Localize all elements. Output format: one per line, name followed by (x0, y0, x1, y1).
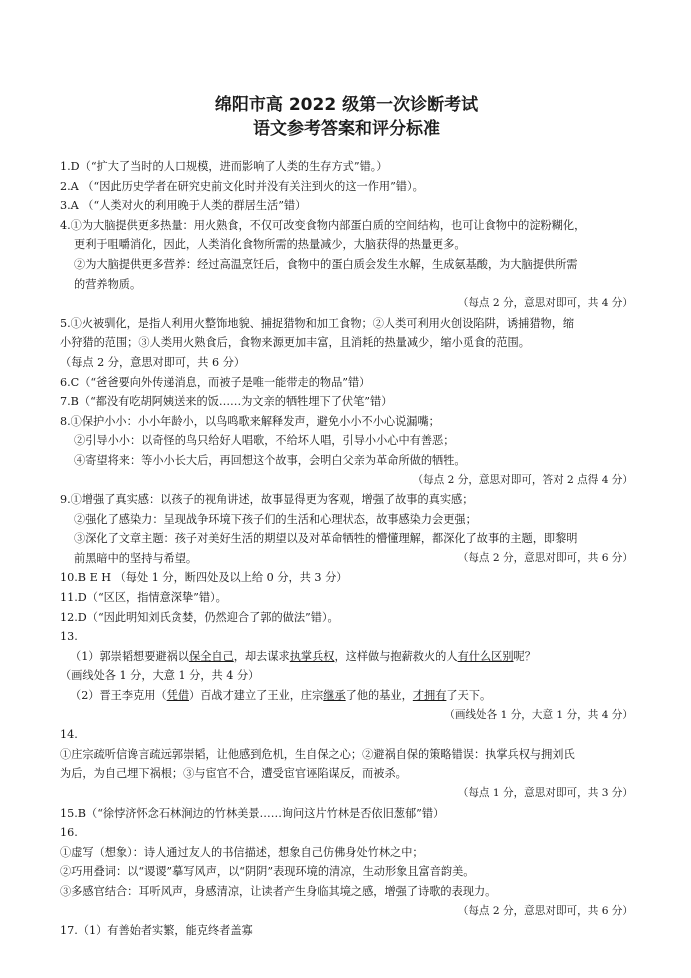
answer-8-line-3: ④寄望将来：等小小长大后，再回想这个故事，会明白父亲为革命所做的牺牲。 (74, 453, 466, 467)
exam-title: 绵阳市高 2022 级第一次诊断考试 (214, 95, 479, 115)
answer-14-number: 14. (60, 728, 78, 742)
answer-4-line-4: 的营养物质。 (74, 277, 142, 291)
text-segment: ，却去谋求 (233, 649, 290, 663)
answer-2: 2.A （“因此历史学者在研究史前文化时并没有关注到火的这一作用”错）。 (60, 179, 424, 193)
answer-16-line-2: ②巧用叠词：以“谡谡”摹写风声，以“阴阴”表现环境的清凉，生动形象且富音韵美。 (60, 865, 475, 879)
answer-16-line-1: ①虚写（想象）：诗人通过友人的书信描述，想象自己仿佛身处竹林之中； (60, 845, 424, 859)
answer-7: 7.B（“都没有吃胡阿姨送来的饭……为文亲的牺牲埋下了伏笔”错） (60, 395, 393, 409)
text-segment: （1）郭崇韬想要避祸以 (70, 649, 189, 663)
answer-5-line-1: 5.①火被驯化，是指人利用火整饰地貌、捕捉猎物和加工食物；②人类可利用火创设陷阱，诱捕猎物，缩 (60, 316, 575, 330)
underlined-phrase: 有什么区别 (457, 649, 514, 663)
answer-8-line-1: 8.①保护小小：小小年龄小，以鸟鸣歌来解释发声，避免小小不小心说漏嘴； (60, 414, 440, 428)
text-segment: 了天下。 (446, 689, 492, 703)
answer-9-line-1: 9.①增强了真实感：以孩子的视角讲述，故事显得更为客观，增强了故事的真实感； (60, 493, 474, 507)
answer-14-scoring: （每点 1 分，意思对即可，共 3 分） (457, 787, 633, 799)
answer-4-line-2: 更利于咀嚼消化，因此，人类消化食物所需的热量减少，大脑获得的热量更多。 (74, 238, 466, 252)
answer-5-line-2: 小狩猎的范围；③人类用火熟食后，食物来源更加丰富，且消耗的热量减少，缩小觅食的范围。 (60, 336, 530, 350)
answer-8-line-2: ②引导小小：以奇怪的鸟只给好人唱歌，不给坏人唱，引导小小心中有善恶； (74, 434, 455, 448)
answer-11: 11.D（“区区，指情意深挚”错）。 (60, 591, 227, 605)
underlined-phrase: 执掌兵权 (289, 649, 335, 663)
answer-14-line-2: 为后，为自己埋下祸根；③与宦官不合，遭受宦官诬陷谋反，而被杀。 (60, 767, 407, 781)
text-segment: ）百战才建立了王业，庄宗 (189, 689, 324, 703)
text-segment: 呢？ (513, 649, 536, 663)
answer-9-line-4 (60, 549, 633, 569)
answer-13-part-2-scoring: （画线处各 1 分，大意 1 分，共 4 分） (444, 708, 633, 721)
exam-subtitle: 语文参考答案和评分标准 (253, 119, 440, 139)
answer-4-scoring: （每点 2 分，意思对即可，共 4 分） (457, 297, 633, 310)
answer-10: 10.B E H （每处 1 分，断四处及以上给 0 分，共 3 分） (60, 571, 348, 585)
answer-8-scoring: （每点 2 分，意思对即可，答对 2 点得 4 分） (412, 473, 633, 486)
answer-15: 15.B（“徐悖济怀念石林涧边的竹林美景……询问这片竹林是否依旧葱郁”错） (60, 806, 445, 820)
answer-6: 6.C（“爸爸要向外传递消息，而被子是唯一能带走的物品”错） (60, 375, 371, 389)
text-segment: 了他的基业， (345, 689, 413, 703)
text-segment: ，这样做与抱薪救火的人 (334, 649, 458, 663)
text-segment: （2）晋王李克用（ (70, 689, 167, 703)
answer-16-line-3: ③多感官结合：耳听风声，身感清凉，让读者产生身临其境之感，增强了诗歌的表现力。 (60, 884, 497, 898)
answer-9-line-2: ②强化了感染力：呈现战争环境下孩子们的生活和心理状态，故事感染力会更强； (74, 512, 477, 526)
underlined-phrase: 才拥有 (412, 689, 447, 703)
answer-13-part-1-scoring: （画线处各 1 分，大意 1 分，共 4 分） (60, 669, 260, 683)
answer-9-line-3: ③深化了文章主题：孩子对美好生活的期望以及对革命牺牲的懵懂理解，都深化了故事的主题，即黎明 (74, 532, 578, 546)
answer-4-line-3: ②为大脑提供更多营养：经过高温烹饪后，食物中的蛋白质会发生水解，生成氨基酸，为大脑提供所需 (74, 257, 578, 271)
answer-5-scoring: （每点 2 分，意思对即可，共 6 分） (60, 355, 246, 369)
underlined-phrase: 凭借 (166, 689, 190, 703)
answer-1: 1.D（“扩大了当时的人口规模，进而影响了人类的生存方式”错。） (60, 160, 388, 173)
answer-16-scoring: （每点 2 分，意思对即可，共 6 分） (457, 904, 633, 917)
answer-9-line-4-text: 前黑暗中的坚持与希望。 (74, 551, 198, 565)
answer-16-number: 16. (60, 826, 78, 840)
underlined-phrase: 继承 (323, 689, 346, 703)
answer-9-scoring: （每点 2 分，意思对即可，共 6 分） (457, 551, 633, 564)
answer-13-part-1 (60, 647, 633, 667)
answer-12: 12.D（“因此明知刘氏贪婪，仍然迎合了郭的做法”错）。 (60, 610, 339, 624)
answer-17: 17.（1）有善始者实繁，能克终者盖寡 (60, 924, 253, 938)
underlined-phrase: 保全自己 (189, 649, 234, 663)
answer-13-number: 13. (60, 630, 78, 644)
answer-13-part-2 (60, 686, 633, 706)
answer-4-line-1: 4.①为大脑提供更多热量：用火熟食，不仅可改变食物内部蛋白质的空间结构，也可让食物中的淀粉糊化， (60, 218, 586, 232)
answer-3: 3.A （“人类对火的利用晚于人类的群居生活”错） (60, 199, 307, 213)
answer-14-line-1: ①庄宗疏听信谗言疏远郭崇韬，让他感到危机，生自保之心；②避祸自保的策略错误：执掌兵权与拥刘氏 (60, 747, 575, 761)
